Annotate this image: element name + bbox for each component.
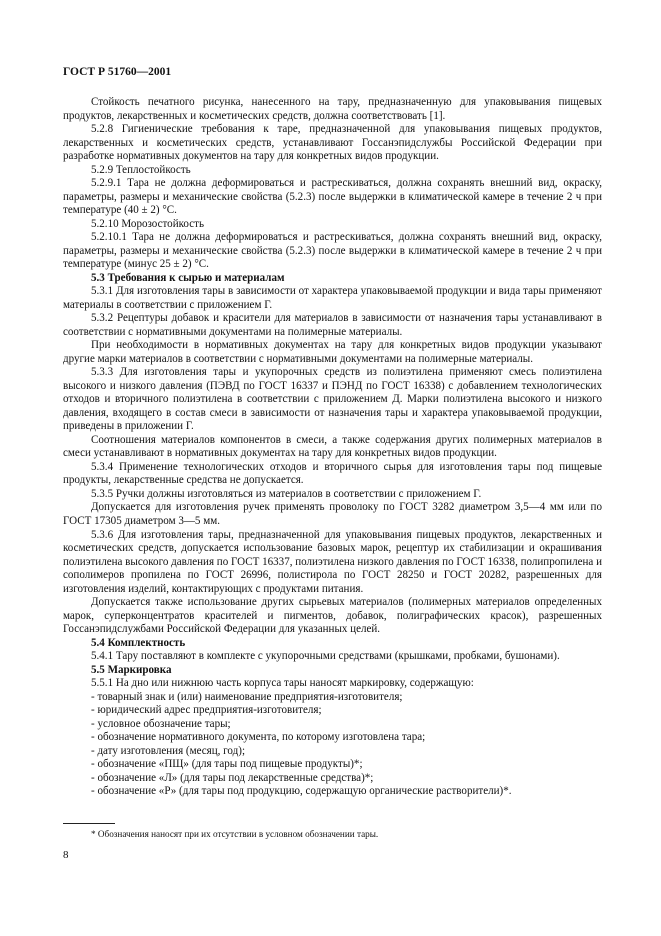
list-item: - товарный знак и (или) наименование предприятия-изготовителя; <box>91 690 403 703</box>
list-item: - обозначение «ПЩ» (для тары под пищевые продукты)*; <box>91 758 363 771</box>
list-item: - дату изготовления (месяц, год); <box>91 744 246 757</box>
para-5-3-3-b: Соотношения материалов компонентов в смеси, а также содержания других полимерных материалов в смеси устанавливают в нормативных документах на тару для конкретных видов продукции. <box>63 433 602 460</box>
para-5-3-2: 5.3.2 Рецептуры добавок и красители для материалов в зависимости от назначения тары устанавливают в соответствии с нормативными документами на полимерные материалы. <box>63 312 602 338</box>
para-5-3-5-b: Допускается для изготовления ручек применять проволоку по ГОСТ 3282 диаметром 3,5—4 мм или по ГОСТ 17305 диаметром 3—5 мм. <box>63 501 602 527</box>
document-header: ГОСТ Р 51760—2001 <box>63 66 172 78</box>
para-5-2-9: 5.2.9 Теплостойкость <box>91 163 191 176</box>
heading-5-5: 5.5 Маркировка <box>91 663 172 676</box>
footnote: * Обозначения наносят при их отсутствии в условном обозначении тары. <box>91 829 379 839</box>
para-5-2-8: 5.2.8 Гигиенические требования к таре, предназначенной для упаковывания пищевых продуктов, лекарственных и косметических средств, устанавливают Госсанэпидслужбы Российской Федерации при разработке нормативных документов на тару для конкретных видов продукции. <box>63 123 602 163</box>
para-5-2-10-1: 5.2.10.1 Тара не должна деформироваться и растрескиваться, должна сохранять внешний вид, окраску, параметры, размеры и механические свойства (5.2.3) после выдержки в климатической камере в течение 2 ч при температуре (минус 25 ± 2) °С. <box>63 231 602 271</box>
para-print-durability: Стойкость печатного рисунка, нанесенного на тару, предназначенную для упаковывания пищевых продуктов, лекарственных и косметических средств, должна соответствовать [1]. <box>63 96 602 122</box>
para-5-2-10: 5.2.10 Морозостойкость <box>91 217 204 230</box>
para-5-3-2-b: При необходимости в нормативных документах на тару для конкретных видов продукции указывают другие марки материалов в соответствии с нормативными документами на полимерные материалы. <box>63 339 602 365</box>
para-5-4-1: 5.4.1 Тару поставляют в комплекте с укупорочными средствами (крышками, пробками, бушонами). <box>91 650 560 663</box>
para-5-3-6-b: Допускается также использование других сырьевых материалов (полимерных материалов определенных марок, суперконцентратов красителей и пигментов, добавок, полиграфических красок), разрешенных Госсанэпидслужбами Российской Федерации для указанных целей. <box>63 596 602 636</box>
list-item: - обозначение нормативного документа, по которому изготовлена тара; <box>91 731 426 744</box>
para-5-3-5: 5.3.5 Ручки должны изготовляться из материалов в соответствии с приложением Г. <box>91 487 482 500</box>
list-item: - условное обозначение тары; <box>91 717 231 730</box>
para-5-5-1: 5.5.1 На дно или нижнюю часть корпуса тары наносят маркировку, содержащую: <box>91 677 474 690</box>
footnote-divider <box>63 823 115 824</box>
para-5-3-3: 5.3.3 Для изготовления тары и укупорочных средств из полиэтилена применяют смесь полиэтилена высокого и низкого давления (ПЭВД по ГОСТ 16337 и ПЭНД по ГОСТ 16338) с добавлением технологических отходов и вторичного полиэтилена в соответствии с приложением Д. Марки полиэтилена высокого и низкого давления, входящего в состав смеси в зависимости от назначения тары и характера упаковываемой продукции, приведены в приложении Г. <box>63 366 602 433</box>
list-item: - обозначение «Р» (для тары под продукцию, содержащую органические растворители)*. <box>91 785 512 798</box>
para-5-3-6: 5.3.6 Для изготовления тары, предназначенной для упаковывания пищевых продуктов, лекарственных и косметических средств, допускается использование базовых марок, рецептур их стабилизации и окрашивания полиэтилена высокого давления по ГОСТ 16337, полиэтилена низкого давления по ГОСТ 16338, полипропилена и сополимеров пропилена по ГОСТ 26996, полистирола по ГОСТ 28250 и ГОСТ 20282, разрешенных для изготовления изделий, контактирующих с продуктами питания. <box>63 528 602 595</box>
para-5-2-9-1: 5.2.9.1 Тара не должна деформироваться и растрескиваться, должна сохранять внешний вид, окраску, параметры, размеры и механические свойства (5.2.3) после выдержки в климатической камере в течение 2 ч при температуре (40 ± 2) °С. <box>63 177 602 217</box>
heading-5-4: 5.4 Комплектность <box>91 636 186 649</box>
document-body <box>63 96 602 799</box>
para-5-3-4: 5.3.4 Применение технологических отходов и вторичного сырья для изготовления тары под пищевые продукты, лекарственные средства не допускается. <box>63 460 602 487</box>
list-item: - обозначение «Л» (для тары под лекарственные средства)*; <box>91 771 374 784</box>
page-number: 8 <box>63 849 69 861</box>
heading-5-3: 5.3 Требования к сырью и материалам <box>91 271 285 284</box>
list-item: - юридический адрес предприятия-изготовителя; <box>91 704 322 717</box>
para-5-3-1: 5.3.1 Для изготовления тары в зависимости от характера упаковываемой продукции и вида тары применяют материалы в соответствии с приложением Г. <box>63 285 602 311</box>
